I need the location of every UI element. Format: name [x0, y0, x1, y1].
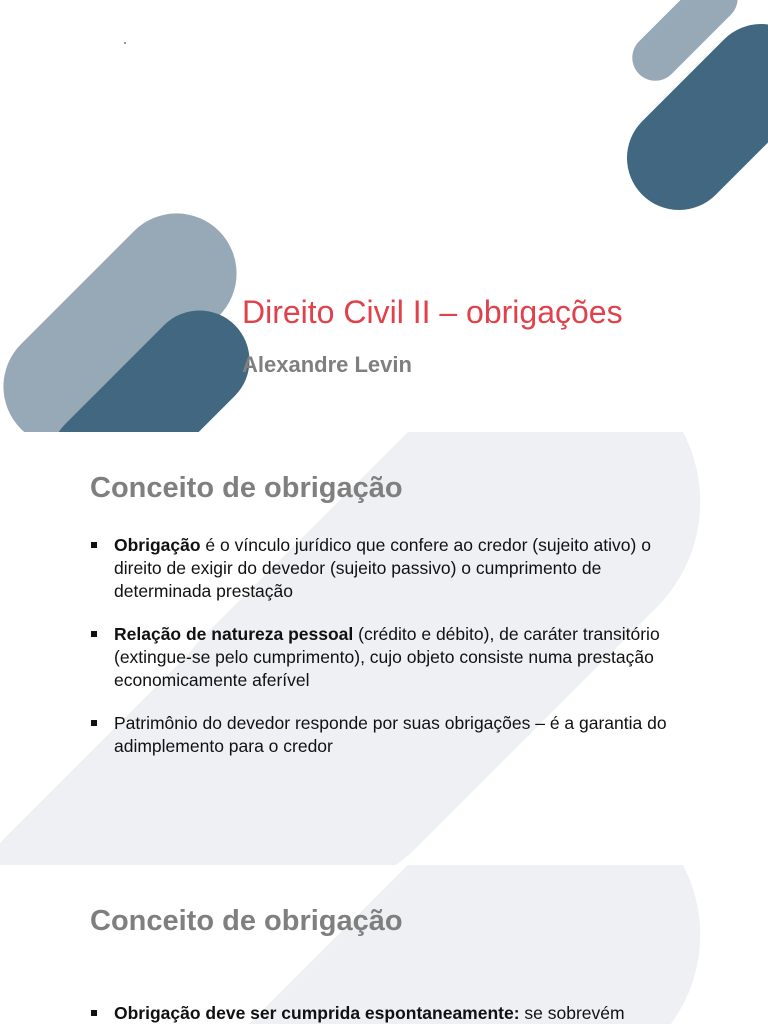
bullet-text: (crédito e débito), de caráter transitório (extingue-se pelo cumprimento), cujo objeto consiste numa prestação economicamente aferível [114, 624, 660, 690]
title-slide [0, 0, 768, 432]
bullet-list [90, 534, 690, 778]
slide-heading: Conceito de obrigação [90, 905, 403, 937]
list-item [90, 712, 690, 758]
bullet-bold-text: Obrigação [114, 535, 201, 555]
content-slide-2 [0, 865, 768, 1024]
decorative-background-stripe [98, 865, 763, 1024]
stray-dot [124, 42, 126, 44]
bullet-text: Patrimônio do devedor responde por suas obrigações – é a garantia do adimplemento para o credor [114, 713, 667, 756]
list-item [90, 1002, 690, 1024]
bullet-bold-text: Relação de natureza pessoal [114, 624, 354, 644]
bullet-bold-text: Obrigação deve ser cumprida espontaneamente: [114, 1003, 520, 1023]
bullet-text: se sobrevém [519, 1003, 625, 1023]
list-item [90, 534, 690, 603]
square-bullet-icon [91, 542, 97, 548]
list-item [90, 623, 690, 692]
bullet-text: é o vínculo jurídico que confere ao credor (sujeito ativo) o direito de exigir do devedor (sujeito passivo) o cumprimento de determinada prestação [114, 535, 651, 601]
square-bullet-icon [91, 631, 97, 637]
content-slide-1 [0, 432, 768, 865]
presentation-title: Direito Civil II – obrigações [242, 294, 623, 330]
presentation-author: Alexandre Levin [242, 352, 412, 377]
square-bullet-icon [91, 1010, 97, 1016]
bullet-list [90, 1002, 690, 1024]
slide-heading: Conceito de obrigação [90, 472, 403, 504]
square-bullet-icon [91, 720, 97, 726]
